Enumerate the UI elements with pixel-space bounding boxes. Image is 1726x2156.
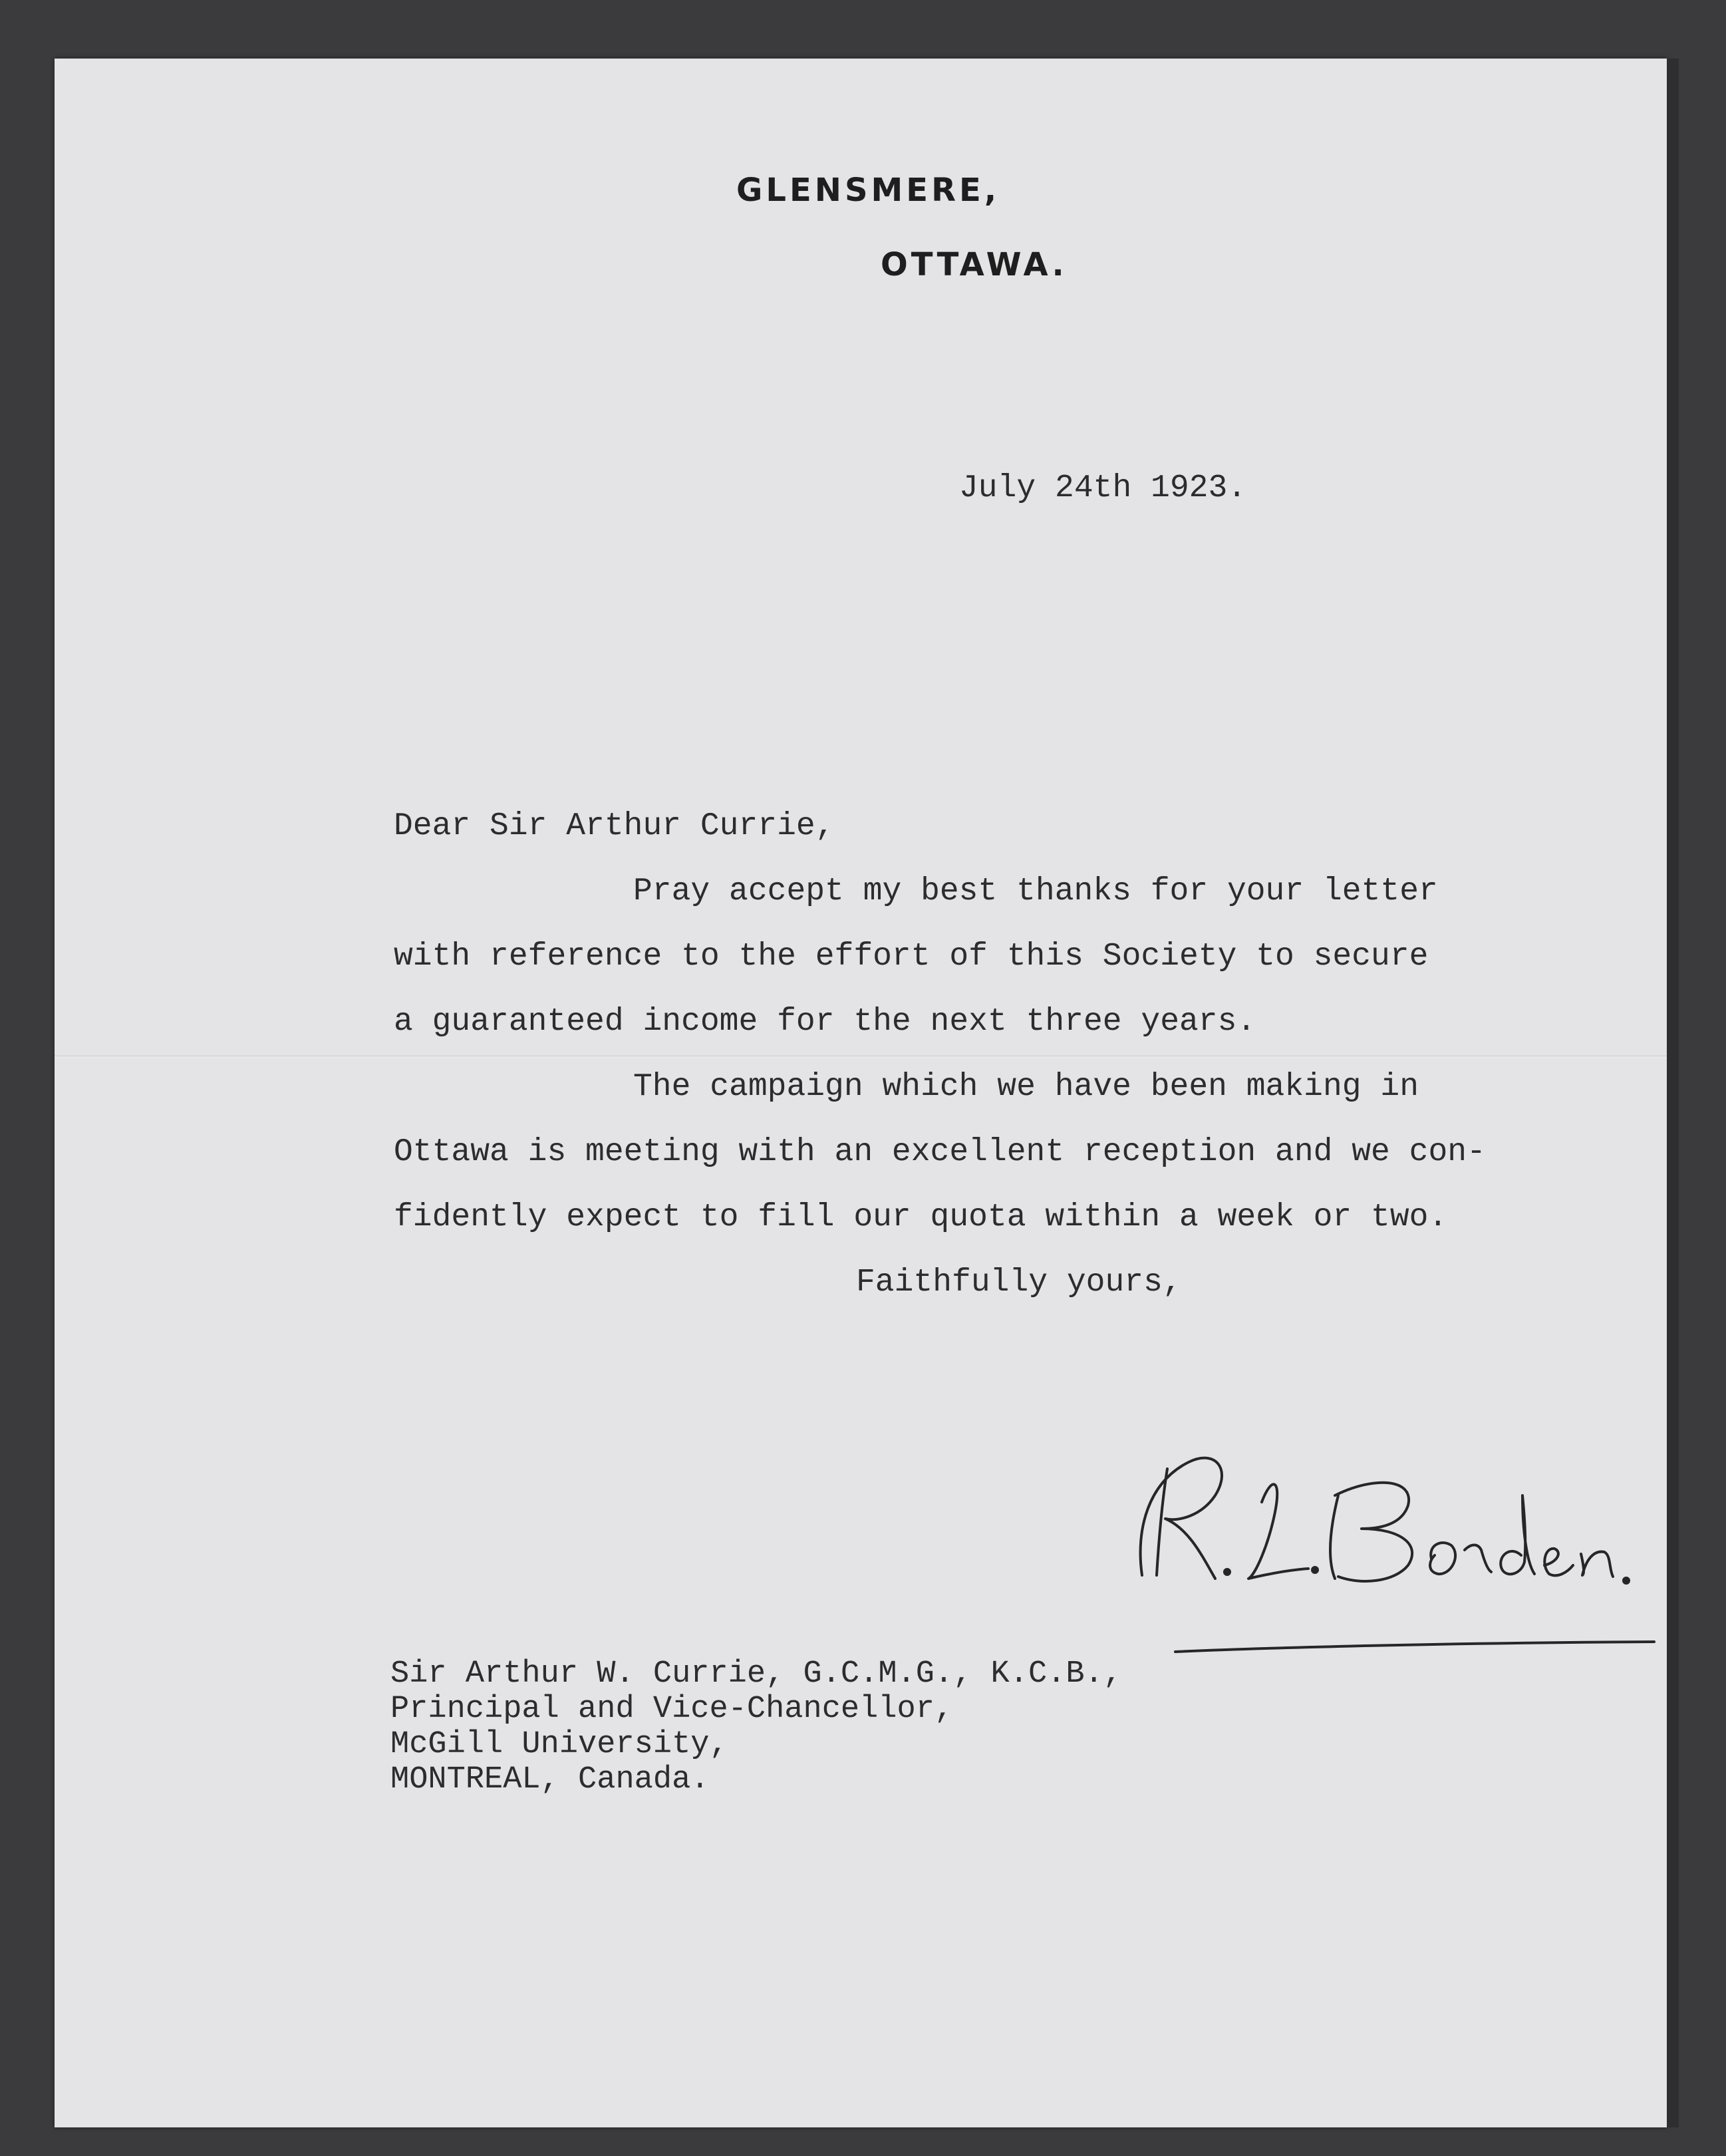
recipient-line: MONTREAL, Canada. bbox=[390, 1762, 710, 1797]
letter-page bbox=[55, 59, 1667, 2127]
fold-crease bbox=[55, 1055, 1667, 1058]
closing: Faithfully yours, bbox=[856, 1265, 1182, 1301]
salutation: Dear Sir Arthur Currie, bbox=[394, 808, 835, 844]
body-line: a guaranteed income for the next three years. bbox=[394, 1004, 1256, 1040]
body-line: with reference to the effort of this Society to secure bbox=[394, 939, 1429, 975]
body-line: Pray accept my best thanks for your letter bbox=[633, 873, 1438, 909]
body-line: The campaign which we have been making in bbox=[633, 1069, 1419, 1105]
body-line: Ottawa is meeting with an excellent reception and we con- bbox=[394, 1134, 1486, 1170]
recipient-line: Principal and Vice-Chancellor, bbox=[390, 1692, 954, 1727]
recipient-line: Sir Arthur W. Currie, G.C.M.G., K.C.B., bbox=[390, 1656, 1122, 1692]
body-line: fidently expect to fill our quota within a week or two. bbox=[394, 1199, 1448, 1235]
letter-date: July 24th 1923. bbox=[959, 470, 1247, 506]
page-edge-shadow bbox=[1667, 59, 1679, 2127]
letterhead-line-2: OTTAWA. bbox=[881, 246, 1068, 283]
letterhead-line-1: GLENSMERE, bbox=[736, 172, 1000, 209]
recipient-line: McGill University, bbox=[390, 1727, 728, 1762]
handwritten-signature bbox=[1115, 1396, 1661, 1675]
